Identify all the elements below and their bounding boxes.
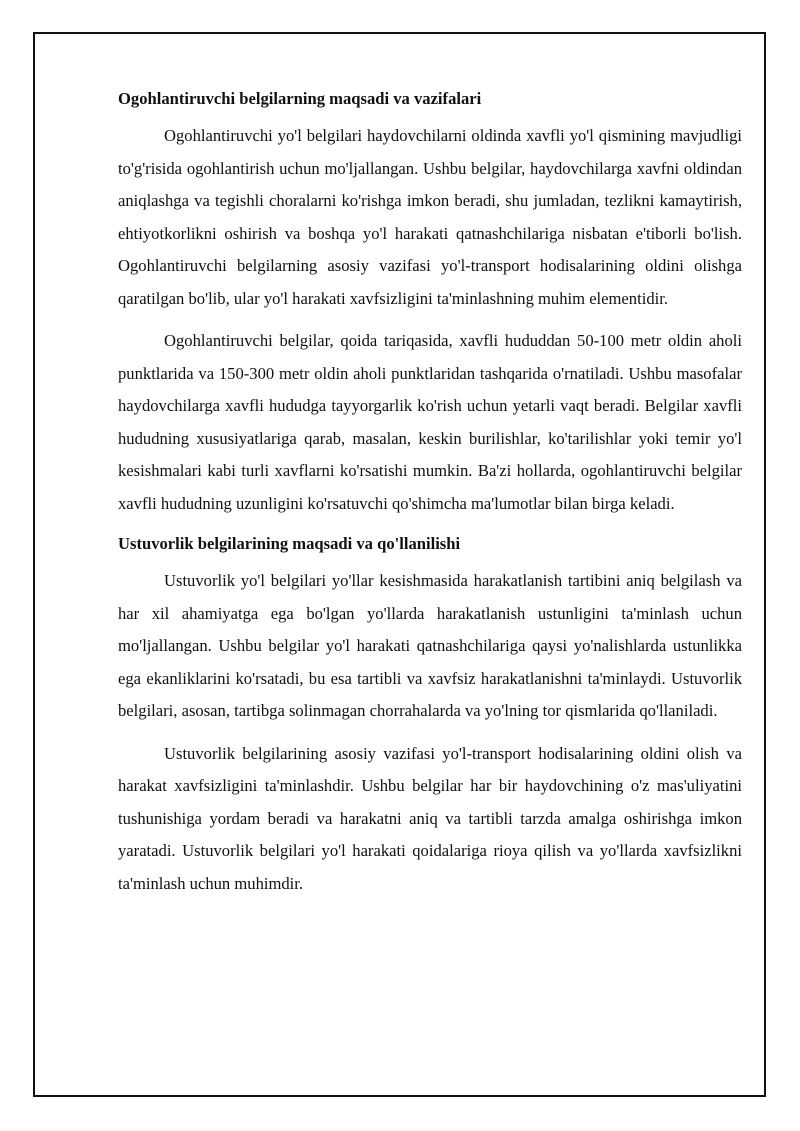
section-heading: Ustuvorlik belgilarining maqsadi va qo'llanilishi [118,534,461,553]
section-priority-signs [118,532,742,900]
paragraph: Ustuvorlik belgilarining asosiy vazifasi yo'l-transport hodisalarining oldini olish va harakat xavfsizligini ta'minlashdir. Ushbu belgilar har bir haydovchining o'z mas'uliyatini tushunishiga yordam beradi va harakatni aniq va tartibli tarzda amalga oshirishga imkon yaratadi. Ustuvorlik belgilari yo'l harakati qoidalariga rioya qilish va yo'llarda xavfsizlikni ta'minlash uchun muhimdir. [118,743,742,893]
section-warning-signs [118,87,742,520]
section-heading: Ogohlantiruvchi belgilarning maqsadi va vazifalari [118,89,482,108]
paragraph: Ogohlantiruvchi belgilar, qoida tariqasida, xavfli hududdan 50-100 metr oldin aholi punktlarida va 150-300 metr oldin aholi punktlaridan tashqarida o'rnatiladi. Ushbu masofalar haydovchilarga xavfli hududga tayyorgarlik ko'rish uchun yetarli vaqt beradi. Belgilar xavfli hududning xususiyatlariga qarab, masalan, keskin burilishlar, ko'tarilishlar yoki temir yo'l kesishmalari kabi turli xavflarni ko'rsatishi mumkin. Ba'zi hollarda, ogohlantiruvchi belgilar xavfli hududning uzunligini ko'rsatuvchi qo'shimcha ma'lumotlar bilan birga keladi. [118,331,742,513]
paragraph: Ustuvorlik yo'l belgilari yo'llar kesishmasida harakatlanish tartibini aniq belgilash va har xil ahamiyatga ega bo'lgan yo'llarda harakatlanish ustunligini ta'minlash uchun mo'ljallangan. Ushbu belgilar yo'l harakati qatnashchilariga qaysi yo'nalishlarda ustunlikka ega ekanliklarini ko'rsatadi, bu esa tartibli va xavfsiz harakatlanishni ta'minlaydi. Ustuvorlik belgilari, asosan, tartibga solinmagan chorrahalarda va yo'lning tor qismlarida qo'llaniladi. [118,571,742,720]
paragraph: Ogohlantiruvchi yo'l belgilari haydovchilarni oldinda xavfli yo'l qismining mavjudligi to'g'risida ogohlantirish uchun mo'ljallangan. Ushbu belgilar, haydovchilarga xavfni oldindan aniqlashga va tegishli choralarni ko'rishga imkon beradi, shu jumladan, tezlikni kamaytirish, ehtiyotkorlikni oshirish va boshqa yo'l harakati qatnashchilariga nisbatan e'tiborli bo'lish. Ogohlantiruvchi belgilarning asosiy vazifasi yo'l-transport hodisalarining oldini olishga qaratilgan bo'lib, ular yo'l harakati xavfsizligini ta'minlashning muhim elementidir. [118,126,742,308]
document-body [118,87,742,910]
